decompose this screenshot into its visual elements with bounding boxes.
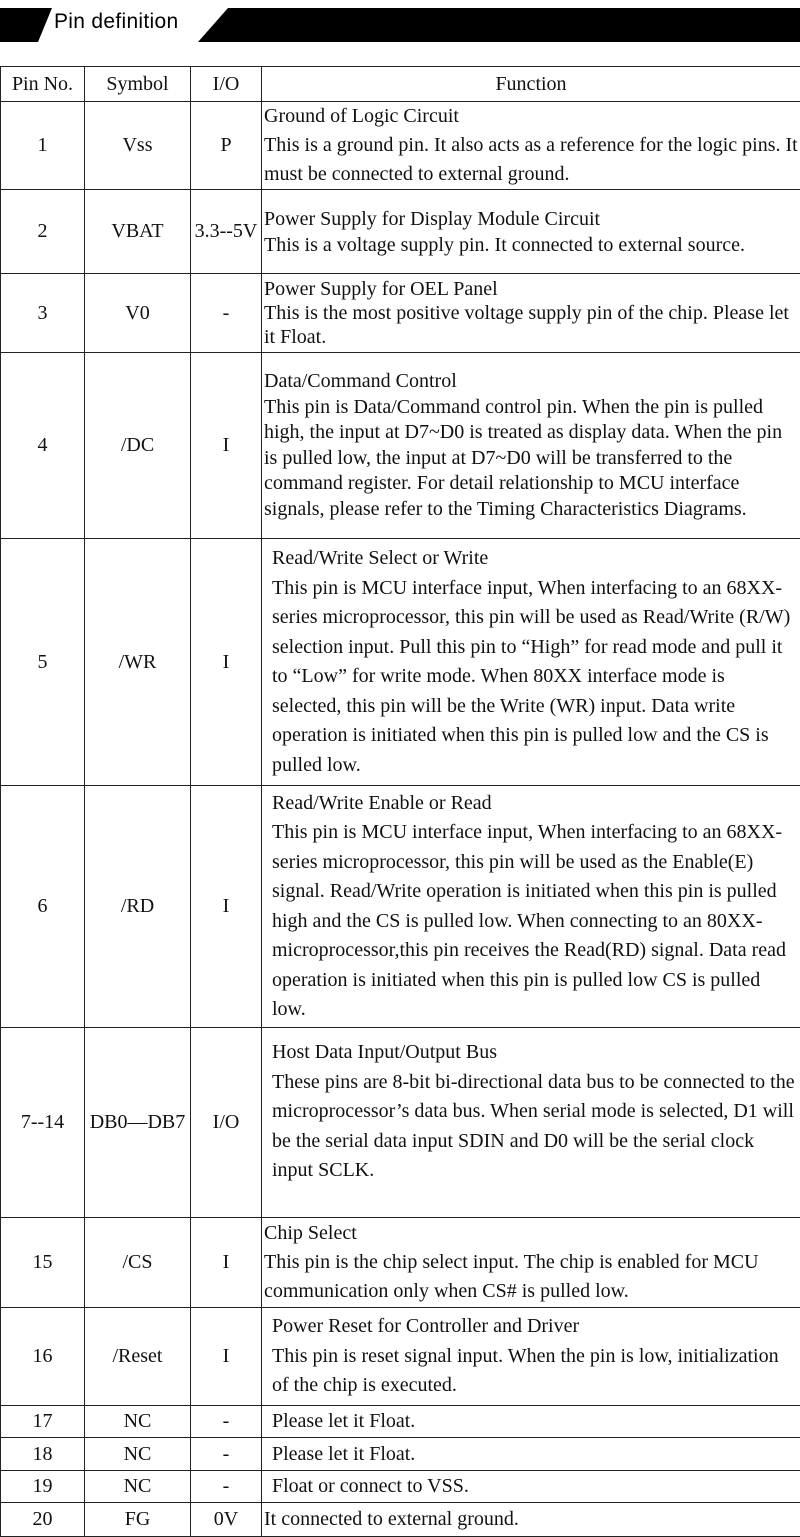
function-title: Power Supply for OEL Panel — [264, 278, 498, 300]
section-banner — [0, 0, 800, 46]
pin-number: 4 — [1, 353, 85, 539]
pin-io: I — [191, 1308, 262, 1406]
pin-symbol: /CS — [85, 1218, 191, 1308]
function-text — [262, 206, 800, 258]
pin-symbol: /WR — [85, 539, 191, 786]
function-text — [262, 369, 800, 522]
table-row — [1, 274, 800, 353]
pin-function — [262, 539, 800, 786]
page-title: Pin definition — [54, 10, 179, 33]
column-header-io: I/O — [191, 67, 262, 102]
table-row — [1, 1308, 800, 1406]
table-row — [1, 190, 800, 274]
function-text — [262, 544, 800, 780]
pin-symbol: /RD — [85, 786, 191, 1028]
table-row — [1, 1503, 800, 1537]
pin-function — [262, 1438, 800, 1471]
function-description: This is a voltage supply pin. It connected to external source. — [264, 233, 745, 256]
pin-symbol: NC — [85, 1471, 191, 1503]
pin-function — [262, 1308, 800, 1406]
table-row — [1, 1028, 800, 1218]
function-title: Chip Select — [264, 1222, 357, 1244]
function-title: Read/Write Enable or Read — [272, 791, 492, 814]
table-row — [1, 539, 800, 786]
function-title: Power Reset for Controller and Driver — [272, 1315, 580, 1338]
pin-io: I — [191, 1218, 262, 1308]
pin-number: 16 — [1, 1308, 85, 1406]
pin-io: - — [191, 1406, 262, 1438]
pin-number: 2 — [1, 190, 85, 274]
function-title: Power Supply for Display Module Circuit — [264, 207, 601, 230]
table-row — [1, 1218, 800, 1308]
pin-number: 6 — [1, 786, 85, 1028]
pin-number: 15 — [1, 1218, 85, 1308]
table-row — [1, 1471, 800, 1503]
pin-number: 18 — [1, 1438, 85, 1471]
pin-io: I — [191, 353, 262, 539]
function-description: These pins are 8-bit bi-directional data bus to be connected to the microprocessor’s data bus. When serial mode is selected, D1 will be the serial data input SDIN and D0 will be the serial clock input SCLK. — [272, 1070, 795, 1181]
function-description: This is a ground pin. It also acts as a reference for the logic pins. It must be connected to external ground. — [264, 134, 798, 185]
pin-number: 17 — [1, 1406, 85, 1438]
pin-io: I — [191, 539, 262, 786]
function-text — [262, 102, 800, 189]
pin-function — [262, 102, 800, 190]
pin-symbol: Vss — [85, 102, 191, 190]
function-text: Float or connect to VSS. — [272, 1475, 469, 1497]
function-text — [262, 1312, 800, 1401]
pin-number: 1 — [1, 102, 85, 190]
pin-number: 7--14 — [1, 1028, 85, 1218]
pin-definition-table — [0, 66, 800, 1537]
pin-io: - — [191, 1471, 262, 1503]
pin-function — [262, 786, 800, 1028]
pin-number: 5 — [1, 539, 85, 786]
pin-number: 20 — [1, 1503, 85, 1537]
function-description: This pin is the chip select input. The chip is enabled for MCU communication only when CS# is pulled low. — [264, 1251, 759, 1302]
function-description: This pin is MCU interface input, When interfacing to an 68XX-series microprocessor, this pin will be used as Read/Write (R/W) selection input. Pull this pin to “High” for read mode and pull it to “Low” for write mode. When 80XX interface mode is selected, this pin will be the Write (WR) input. Data write operation is initiated when this pin is pulled low and the CS is pulled low. — [272, 576, 791, 776]
function-text: Please let it Float. — [272, 1442, 416, 1465]
pin-number: 19 — [1, 1471, 85, 1503]
function-title: Data/Command Control — [264, 370, 457, 392]
pin-io: - — [191, 274, 262, 353]
function-title: Read/Write Select or Write — [272, 547, 489, 569]
pin-number: 3 — [1, 274, 85, 353]
pin-symbol: /Reset — [85, 1308, 191, 1406]
pin-symbol: FG — [85, 1503, 191, 1537]
function-text — [262, 1219, 800, 1306]
pin-symbol: V0 — [85, 274, 191, 353]
pin-function — [262, 1218, 800, 1308]
pin-function — [262, 1028, 800, 1218]
pin-function — [262, 1406, 800, 1438]
function-description: This pin is reset signal input. When the pin is low, initialization of the chip is executed. — [272, 1344, 779, 1397]
function-description: This is the most positive voltage supply pin of the chip. Please let it Float. — [264, 302, 789, 348]
column-header-pin-no: Pin No. — [1, 67, 85, 102]
table-row — [1, 1406, 800, 1438]
pin-symbol: DB0—DB7 — [85, 1028, 191, 1218]
pin-symbol: VBAT — [85, 190, 191, 274]
column-header-function: Function — [262, 67, 800, 102]
pin-io: 0V — [191, 1503, 262, 1537]
pin-io: P — [191, 102, 262, 190]
pin-io: I/O — [191, 1028, 262, 1218]
pin-function — [262, 1503, 800, 1537]
pin-io: I — [191, 786, 262, 1028]
function-text — [262, 277, 800, 349]
pin-io: 3.3--5V — [191, 190, 262, 274]
pin-io: - — [191, 1438, 262, 1471]
pin-function — [262, 190, 800, 274]
table-row — [1, 786, 800, 1028]
column-header-symbol: Symbol — [85, 67, 191, 102]
function-description: This pin is Data/Command control pin. When the pin is pulled high, the input at D7~D0 is treated as display data. When the pin is pulled low, the input at D7~D0 will be transferred to the command register. For detail relationship to MCU interface signals, please refer to the Timing Characteristics Diagrams. — [264, 395, 783, 520]
table-row — [1, 102, 800, 190]
function-text — [262, 1028, 800, 1186]
pin-function — [262, 1471, 800, 1503]
table-row — [1, 1438, 800, 1471]
table-header-row — [1, 67, 800, 102]
pin-function — [262, 274, 800, 353]
table-row — [1, 353, 800, 539]
function-text: It connected to external ground. — [264, 1508, 519, 1530]
pin-symbol: NC — [85, 1406, 191, 1438]
pin-symbol: /DC — [85, 353, 191, 539]
function-text: Please let it Float. — [272, 1410, 416, 1432]
pin-symbol: NC — [85, 1438, 191, 1471]
pin-function — [262, 353, 800, 539]
function-title: Ground of Logic Circuit — [264, 105, 459, 127]
function-text — [262, 789, 800, 1025]
function-description: This pin is MCU interface input, When interfacing to an 68XX-series microprocessor, this pin will be used as the Enable(E) signal. Read/Write operation is initiated when this pin is pulled high and the CS is pulled low. When connecting to an 80XX-microprocessor,this pin receives the Read(RD) signal. Data read operation is initiated when this pin is pulled low CS is pulled low. — [272, 821, 787, 1020]
function-title: Host Data Input/Output Bus — [272, 1041, 497, 1063]
